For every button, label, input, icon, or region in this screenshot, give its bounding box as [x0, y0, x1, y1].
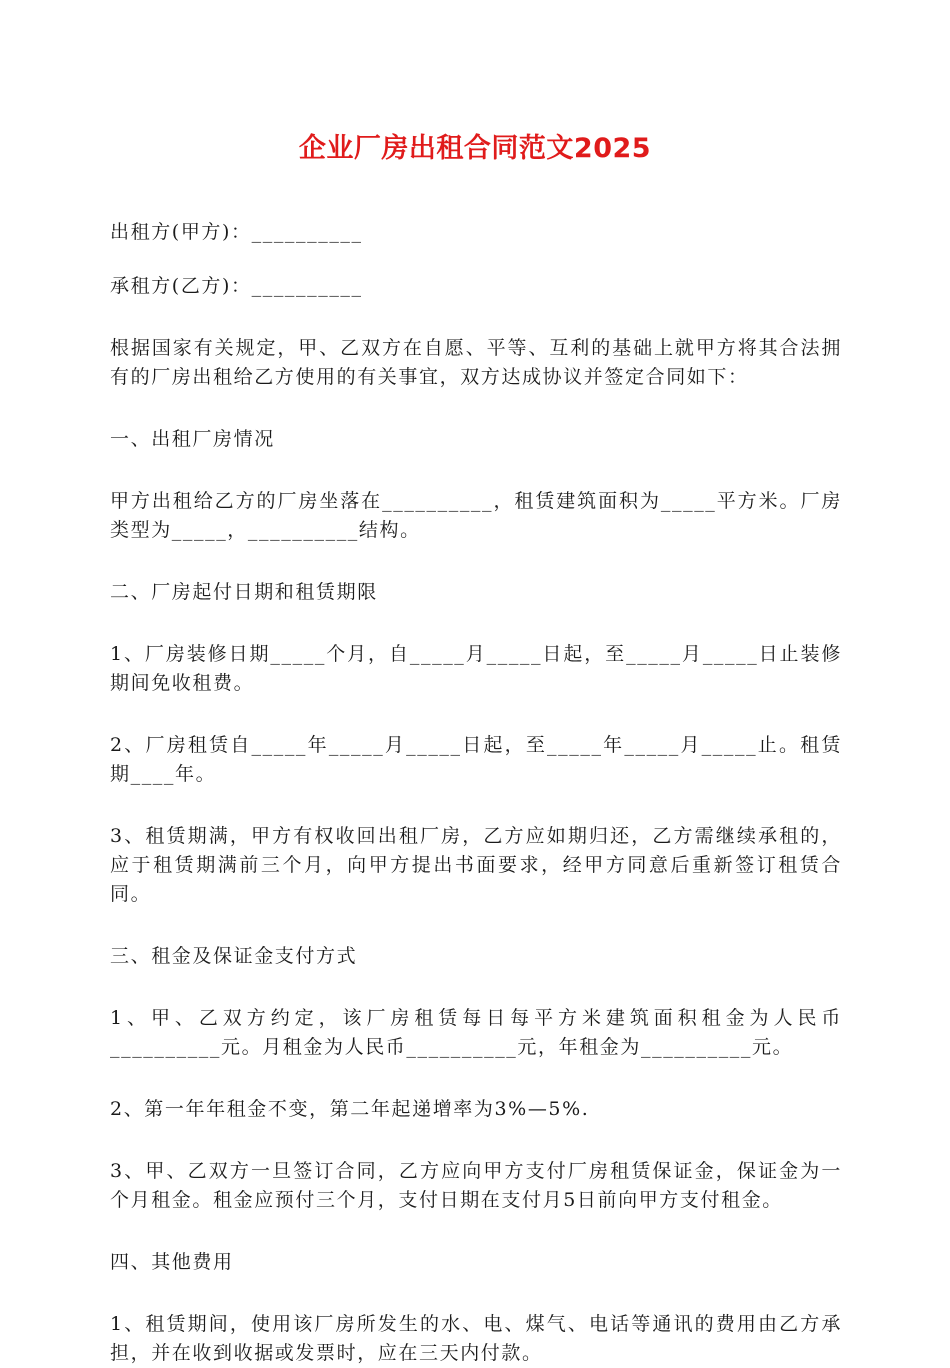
clause-paragraph: 1、厂房装修日期_____个月，自_____月_____日起，至_____月_____日止装修期间免收租费。 [110, 643, 842, 694]
document-body [110, 218, 842, 1368]
clause-paragraph: 1、甲、乙双方约定，该厂房租赁每日每平方米建筑面积租金为人民币__________元。月租金为人民币__________元，年租金为__________元。 [110, 1007, 842, 1058]
lessor-line: 出租方(甲方)：__________ [110, 221, 363, 243]
clause-paragraph: 3、甲、乙双方一旦签订合同，乙方应向甲方支付厂房租赁保证金，保证金为一个月租金。租金应预付三个月，支付日期在支付月5日前向甲方支付租金。 [110, 1160, 842, 1211]
clause-paragraph: 3、租赁期满，甲方有权收回出租厂房，乙方应如期归还，乙方需继续承租的，应于租赁期满前三个月，向甲方提出书面要求，经甲方同意后重新签订租赁合同。 [110, 825, 842, 905]
lessee-line: 承租方(乙方)：__________ [110, 275, 363, 297]
section-heading-3: 三、租金及保证金支付方式 [110, 945, 358, 967]
clause-paragraph: 2、第一年年租金不变，第二年起递增率为3%—5%. [110, 1098, 590, 1120]
clause-paragraph: 1、租赁期间，使用该厂房所发生的水、电、煤气、电话等通讯的费用由乙方承担，并在收到收据或发票时，应在三天内付款。 [110, 1313, 842, 1364]
section-heading-2: 二、厂房起付日期和租赁期限 [110, 581, 378, 603]
document-title: 企业厂房出租合同范文2025 [298, 133, 652, 164]
section-heading-4: 四、其他费用 [110, 1251, 234, 1273]
clause-paragraph: 甲方出租给乙方的厂房坐落在__________，租赁建筑面积为_____平方米。厂房类型为_____，__________结构。 [110, 490, 842, 541]
section-heading-1: 一、出租厂房情况 [110, 428, 275, 450]
clause-paragraph: 2、厂房租赁自_____年_____月_____日起，至_____年_____月_____止。租赁期____年。 [110, 734, 842, 785]
preamble-paragraph: 根据国家有关规定，甲、乙双方在自愿、平等、互利的基础上就甲方将其合法拥有的厂房出租给乙方使用的有关事宜，双方达成协议并签定合同如下： [110, 337, 842, 388]
